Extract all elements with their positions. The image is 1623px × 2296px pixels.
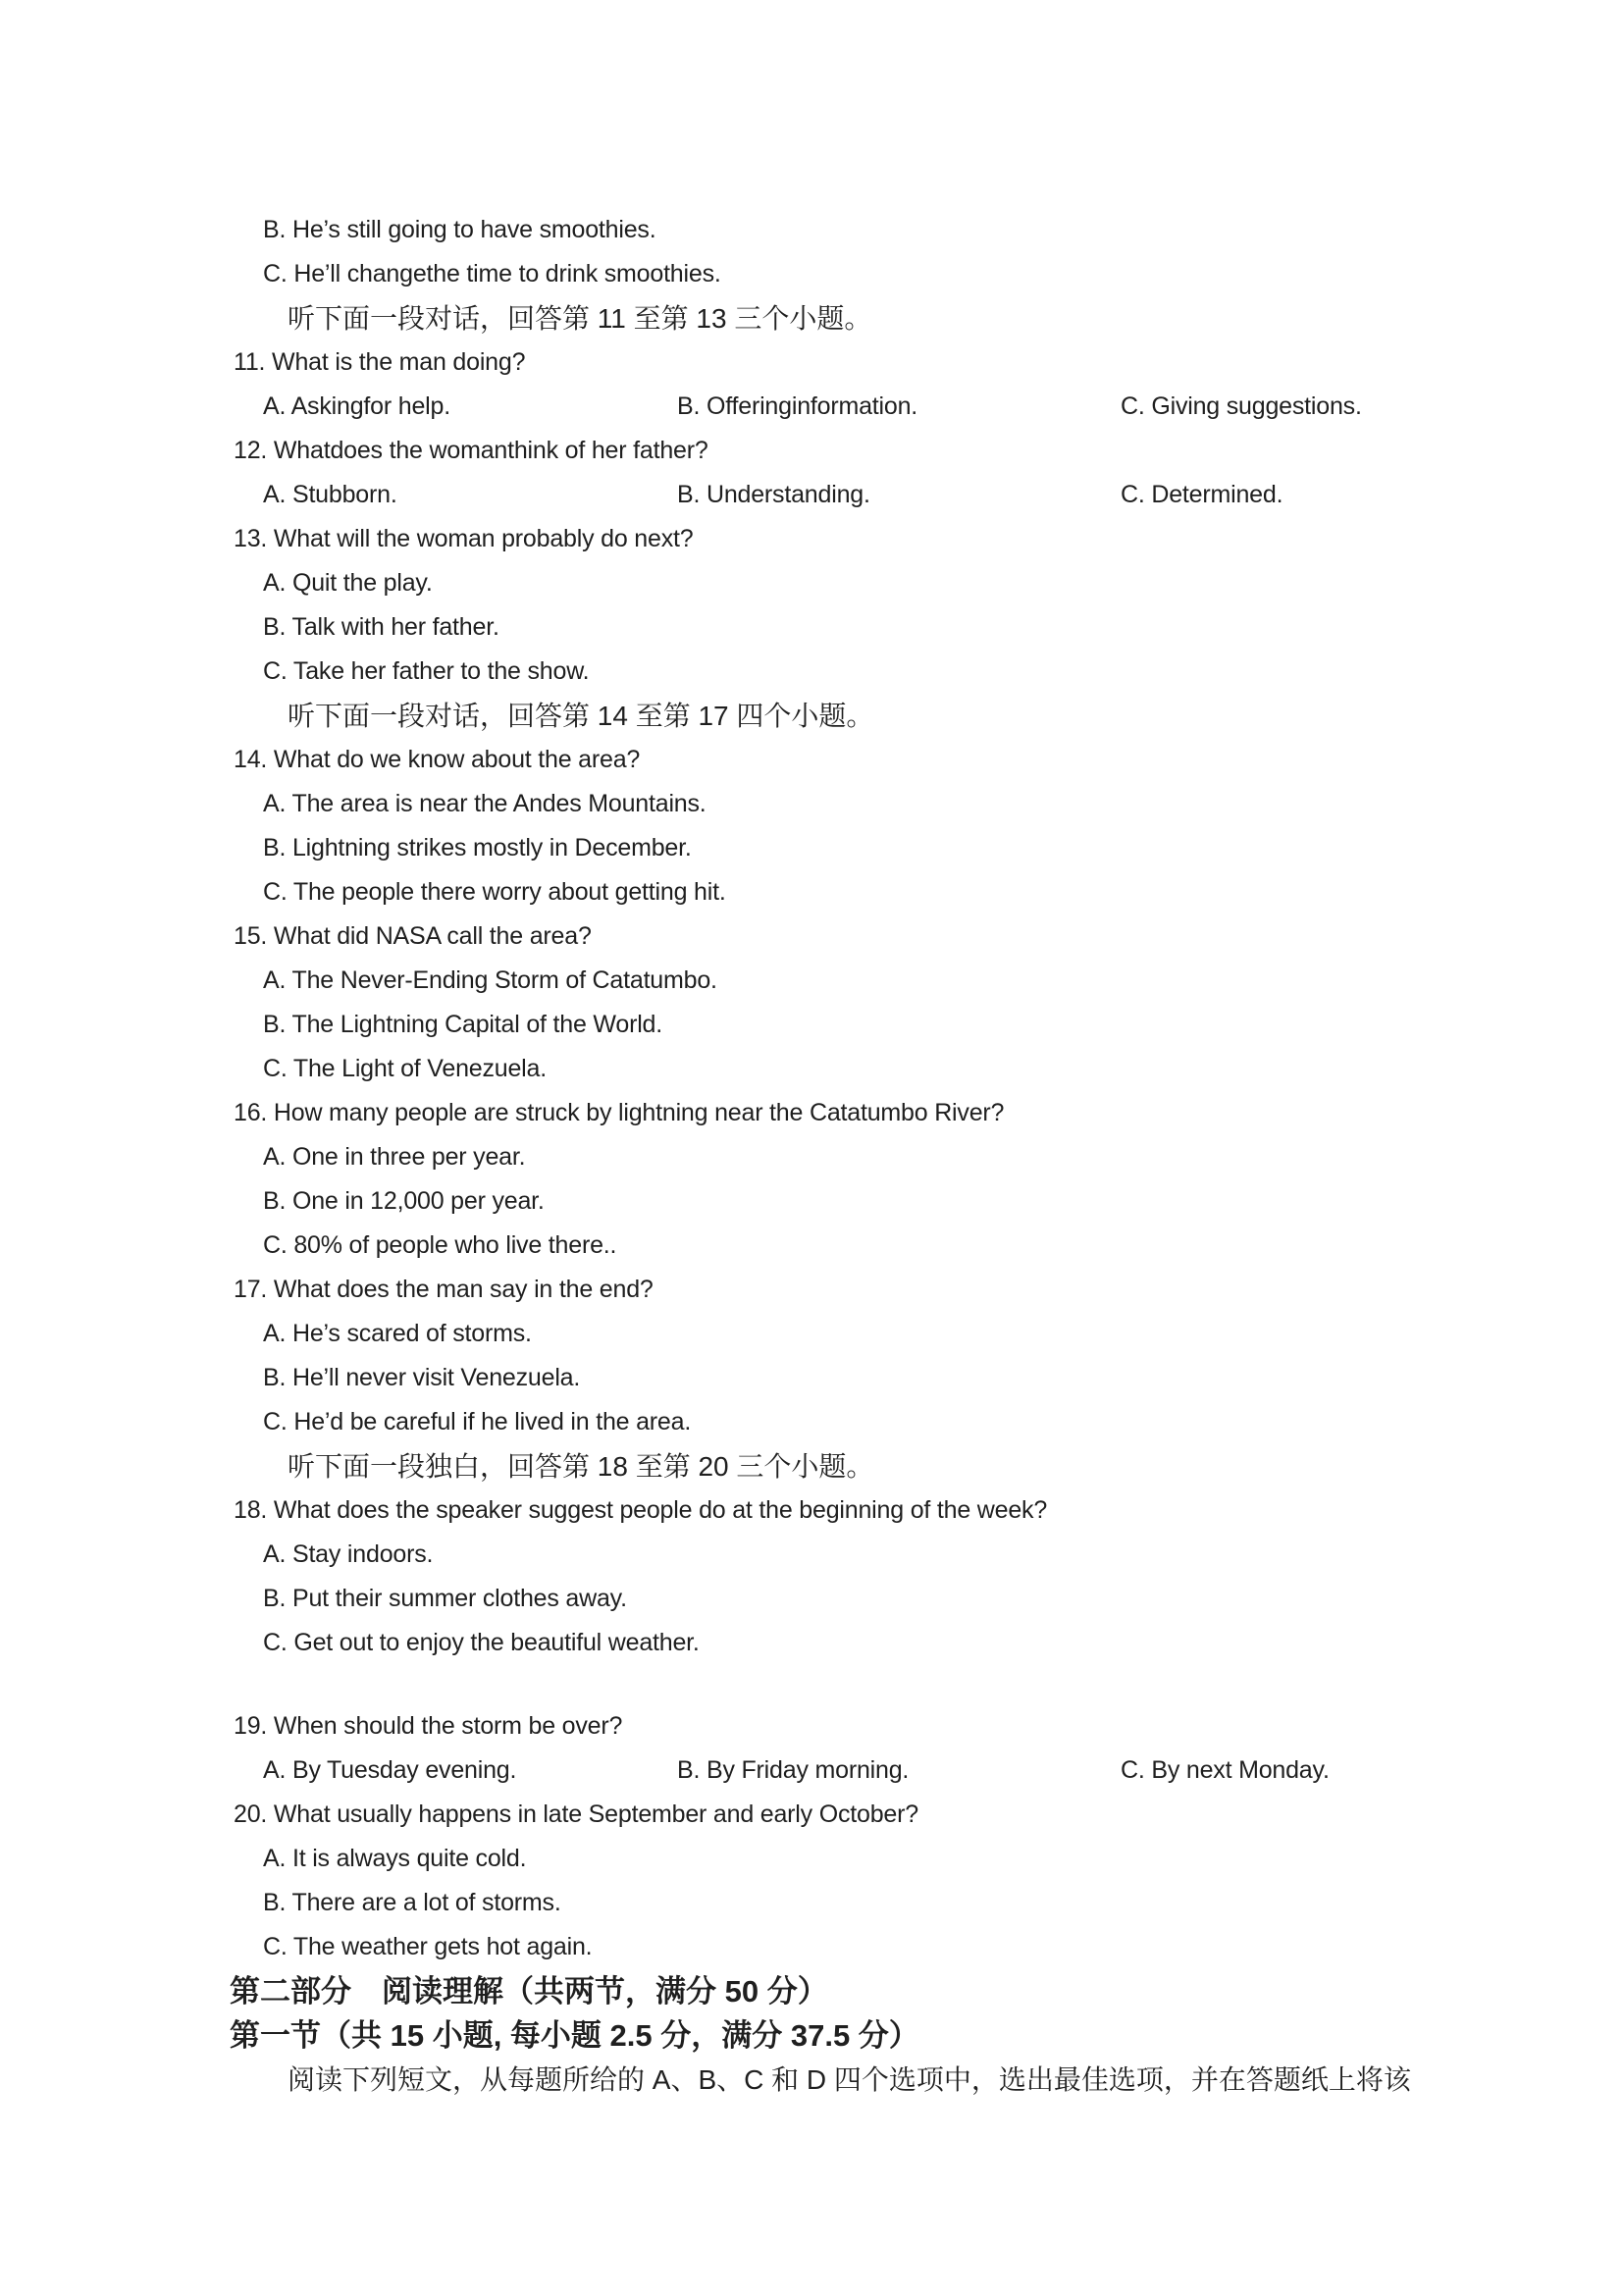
question-line: 19. When should the storm be over? <box>234 1712 623 1740</box>
option-cell: C. Determined. <box>1121 481 1283 508</box>
option-line: C. The people there worry about getting hit. <box>263 878 726 906</box>
section-heading-zh: 第一节（共 15 小题, 每小题 2.5 分，满分 37.5 分） <box>230 2018 919 2053</box>
section-heading-zh: 第二部分 阅读理解（共两节，满分 50 分） <box>230 1974 828 2009</box>
option-line: A. It is always quite cold. <box>263 1845 527 1872</box>
option-cell: A. By Tuesday evening. <box>263 1756 517 1784</box>
option-line: A. The area is near the Andes Mountains. <box>263 790 707 817</box>
question-line: 17. What does the man say in the end? <box>234 1276 654 1303</box>
option-line: B. He’ll never visit Venezuela. <box>263 1364 581 1391</box>
option-cell: A. Stubborn. <box>263 481 397 508</box>
option-cell: A. Askingfor help. <box>263 392 450 420</box>
option-line: A. One in three per year. <box>263 1143 526 1171</box>
option-line: C. 80% of people who live there.. <box>263 1231 617 1259</box>
option-line: A. He’s scared of storms. <box>263 1320 532 1347</box>
option-line: B. He’s still going to have smoothies. <box>263 216 656 243</box>
option-line: B. Lightning strikes mostly in December. <box>263 834 692 861</box>
question-line: 13. What will the woman probably do next? <box>234 525 694 552</box>
option-line: C. Take her father to the show. <box>263 657 590 685</box>
instruction-line-zh: 听下面一段独白，回答第 18 至第 20 三个小题。 <box>288 1451 874 1482</box>
intro-paragraph-zh: 阅读下列短文，从每题所给的 A、B、C 和 D 四个选项中，选出最佳选项，并在答题纸上将该 <box>288 2064 1411 2095</box>
options-row <box>0 385 1623 429</box>
option-line: B. There are a lot of storms. <box>263 1889 561 1916</box>
option-line: A. Stay indoors. <box>263 1540 434 1568</box>
options-row <box>0 473 1623 517</box>
question-line: 20. What usually happens in late September and early October? <box>234 1800 918 1828</box>
instruction-line-zh: 听下面一段对话，回答第 11 至第 13 三个小题。 <box>288 303 872 334</box>
option-cell: B. Understanding. <box>677 481 870 508</box>
option-cell: C. Giving suggestions. <box>1121 392 1362 420</box>
question-line: 14. What do we know about the area? <box>234 746 641 773</box>
option-line: C. The weather gets hot again. <box>263 1933 593 1960</box>
option-line: C. He’d be careful if he lived in the area. <box>263 1408 692 1435</box>
option-cell: B. Offeringinformation. <box>677 392 918 420</box>
options-row <box>0 1748 1623 1793</box>
option-cell: B. By Friday morning. <box>677 1756 910 1784</box>
option-line: B. The Lightning Capital of the World. <box>263 1011 662 1038</box>
option-line: C. Get out to enjoy the beautiful weather. <box>263 1629 700 1656</box>
option-line: C. The Light of Venezuela. <box>263 1055 547 1082</box>
option-line: B. One in 12,000 per year. <box>263 1187 545 1215</box>
option-line: C. He’ll changethe time to drink smoothies. <box>263 260 721 287</box>
option-line: B. Talk with her father. <box>263 613 499 641</box>
instruction-line-zh: 听下面一段对话，回答第 14 至第 17 四个小题。 <box>288 701 874 731</box>
option-line: A. Quit the play. <box>263 569 433 597</box>
option-cell: C. By next Monday. <box>1121 1756 1330 1784</box>
question-line: 16. How many people are struck by lightning near the Catatumbo River? <box>234 1099 1005 1126</box>
option-line: B. Put their summer clothes away. <box>263 1585 627 1612</box>
question-line: 11. What is the man doing? <box>234 348 526 376</box>
option-line: A. The Never-Ending Storm of Catatumbo. <box>263 966 717 994</box>
question-line: 15. What did NASA call the area? <box>234 922 592 950</box>
blank-spacer <box>0 1665 1623 1704</box>
question-line: 18. What does the speaker suggest people do at the beginning of the week? <box>234 1496 1048 1524</box>
question-line: 12. Whatdoes the womanthink of her father? <box>234 437 708 464</box>
